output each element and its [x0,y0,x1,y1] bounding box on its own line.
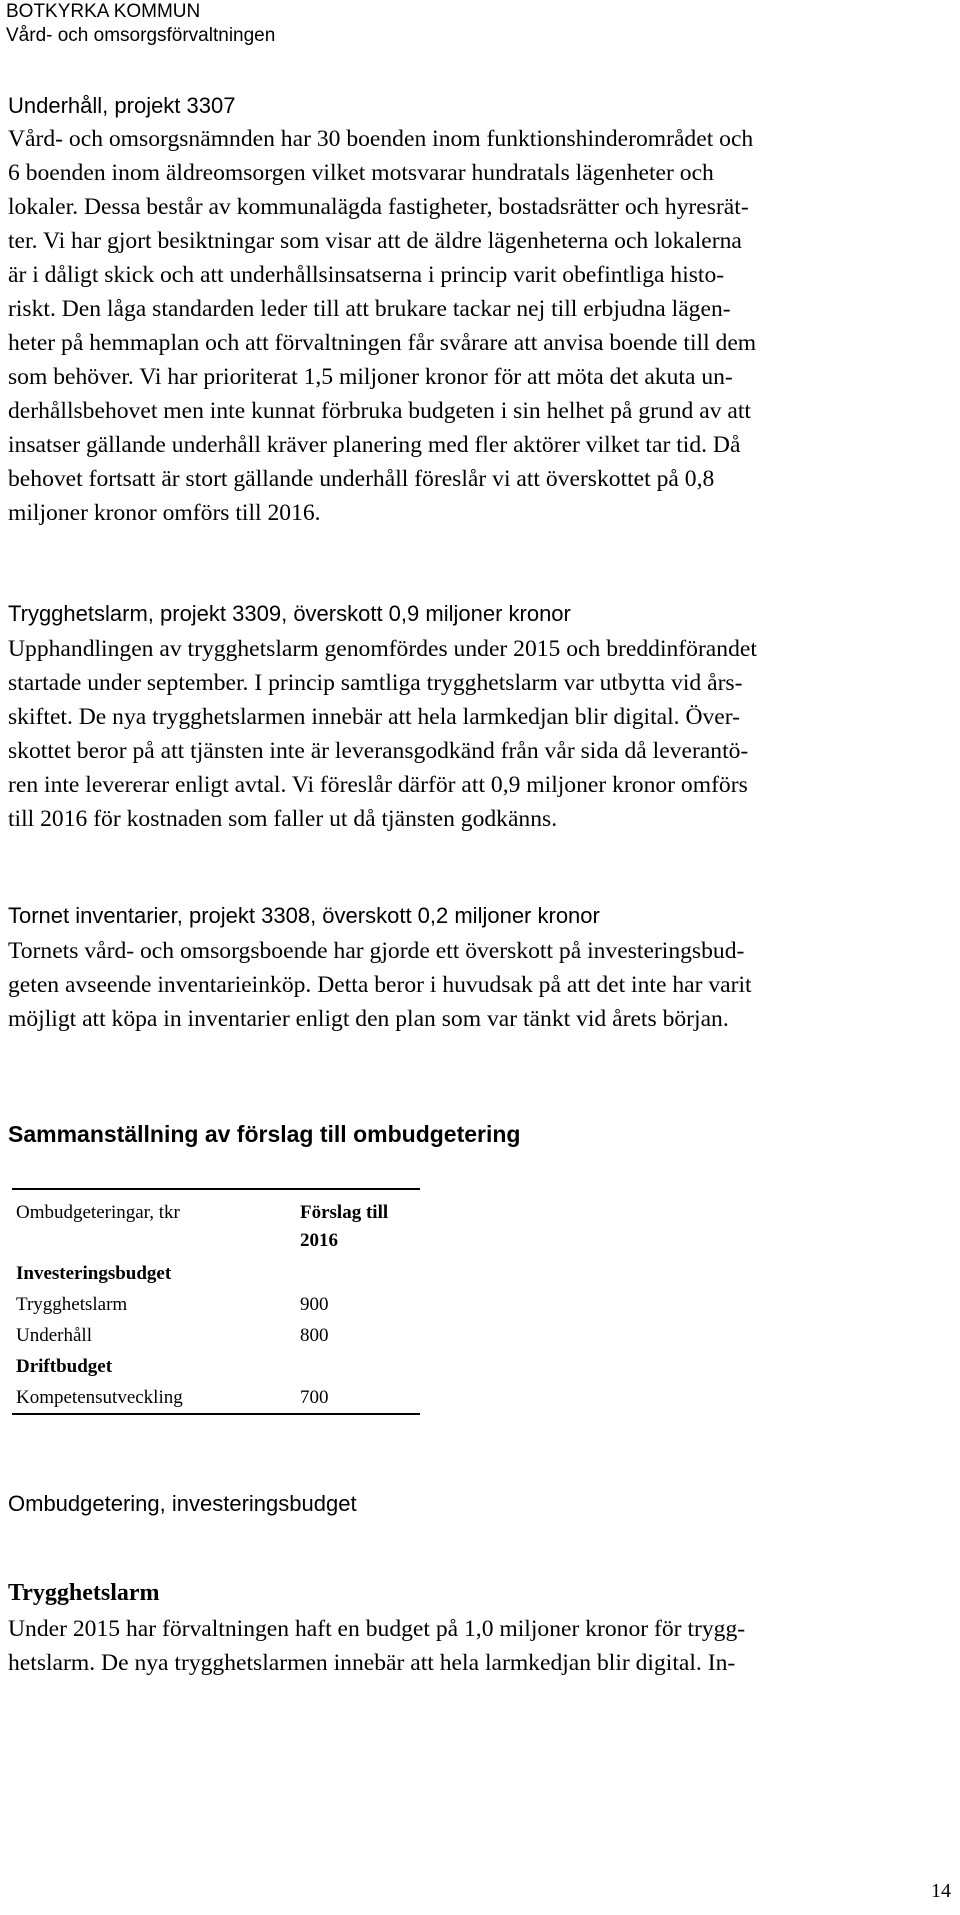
text-line: till 2016 för kostnaden som faller ut då tjänsten godkänns. [8,806,558,832]
text-line: Upphandlingen av trygghetslarm genomfördes under 2015 och breddinförandet [8,636,757,662]
section-body-trygghetslarm [8,1612,745,1680]
table-cell-value: 700 [300,1386,329,1408]
section-body-underhall [8,122,756,530]
text-line: Vård- och omsorgsnämnden har 30 boenden inom funktionshinderområdet och [8,126,754,152]
section-heading-tornet: Tornet inventarier, projekt 3308, överskott 0,2 miljoner kronor [8,903,600,928]
section-heading-underhall: Underhåll, projekt 3307 [8,93,236,118]
text-line: Tornets vård- och omsorgsboende har gjorde ett överskott på investeringsbud- [8,938,745,964]
text-line: är i dåligt skick och att underhållsinsatserna i princip varit obefintliga histo- [8,262,725,288]
header-dept: Vård- och omsorgsförvaltningen [6,25,276,46]
text-line: heter på hemmaplan och att förvaltningen får svårare att anvisa boende till dem [8,330,757,356]
text-line: insatser gällande underhåll kräver planering med fler aktörer vilket tar tid. Då [8,432,741,458]
table-row [12,1258,420,1289]
table-cell-label: Trygghetslarm [16,1293,128,1315]
text-line: riskt. Den låga standarden leder till att brukare tackar nej till erbjudna lägen- [8,296,731,322]
table-header-col2-line2: 2016 [300,1230,338,1251]
text-line: derhållsbehovet men inte kunnat förbruka budgeten i sin helhet på grund av att [8,398,751,424]
text-line: behovet fortsatt är stort gällande underhåll föreslår vi att överskottet på 0,8 [8,466,715,492]
table-row [12,1351,420,1382]
table-row [12,1382,420,1413]
section-heading-ombudgetering: Ombudgetering, investeringsbudget [8,1491,357,1516]
text-line: startade under september. I princip samtliga trygghetslarm var utbytta vid års- [8,670,743,696]
summary-heading: Sammanställning av förslag till ombudgetering [8,1121,521,1147]
header-org: BOTKYRKA KOMMUN [6,1,201,22]
text-line: ter. Vi har gjort besiktningar som visar att de äldre lägenheterna och lokalerna [8,228,742,254]
text-line: skiftet. De nya trygghetslarmen innebär att hela larmkedjan blir digital. Över- [8,704,740,730]
table-cell-label: Investeringsbudget [16,1262,172,1284]
section-heading-trygghetslarm-projekt: Trygghetslarm, projekt 3309, överskott 0,9 miljoner kronor [8,601,571,626]
budget-table [12,1188,420,1415]
text-line: lokaler. Dessa består av kommunalägda fastigheter, bostadsrätter och hyresrät- [8,194,749,220]
table-header-row [12,1190,420,1224]
text-line: som behöver. Vi har prioriterat 1,5 miljoner kronor för att möta det akuta un- [8,364,733,390]
text-line: hetslarm. De nya trygghetslarmen innebär att hela larmkedjan blir digital. In- [8,1650,736,1676]
table-header-col2-line1: Förslag till [300,1202,389,1223]
table-cell-label: Driftbudget [16,1355,113,1377]
page-header [6,0,275,48]
table-row [12,1320,420,1351]
table-row [12,1289,420,1320]
text-line: Under 2015 har förvaltningen haft en budget på 1,0 miljoner kronor för trygg- [8,1616,746,1642]
table-cell-label: Kompetensutveckling [16,1386,183,1408]
text-line: geten avseende inventarieinköp. Detta beror i huvudsak på att det inte har varit [8,972,752,998]
page-number: 14 [931,1880,951,1902]
table-header-col1: Ombudgeteringar, tkr [16,1202,180,1223]
table-cell-label: Underhåll [16,1324,92,1346]
text-line: miljoner kronor omförs till 2016. [8,500,321,526]
text-line: möjligt att köpa in inventarier enligt den plan som var tänkt vid årets början. [8,1006,729,1032]
text-line: skottet beror på att tjänsten inte är leveransgodkänd från vår sida då leverantö- [8,738,749,764]
table-cell-value: 900 [300,1293,329,1315]
text-line: ren inte levererar enligt avtal. Vi föreslår därför att 0,9 miljoner kronor omförs [8,772,748,798]
table-cell-value: 800 [300,1324,329,1346]
section-body-tornet [8,934,752,1036]
text-line: 6 boenden inom äldreomsorgen vilket motsvarar hundratals lägenheter och [8,160,714,186]
section-heading-trygghetslarm: Trygghetslarm [8,1580,160,1606]
table-header-row-2 [12,1224,420,1258]
section-body-trygghetslarm-projekt [8,632,757,836]
